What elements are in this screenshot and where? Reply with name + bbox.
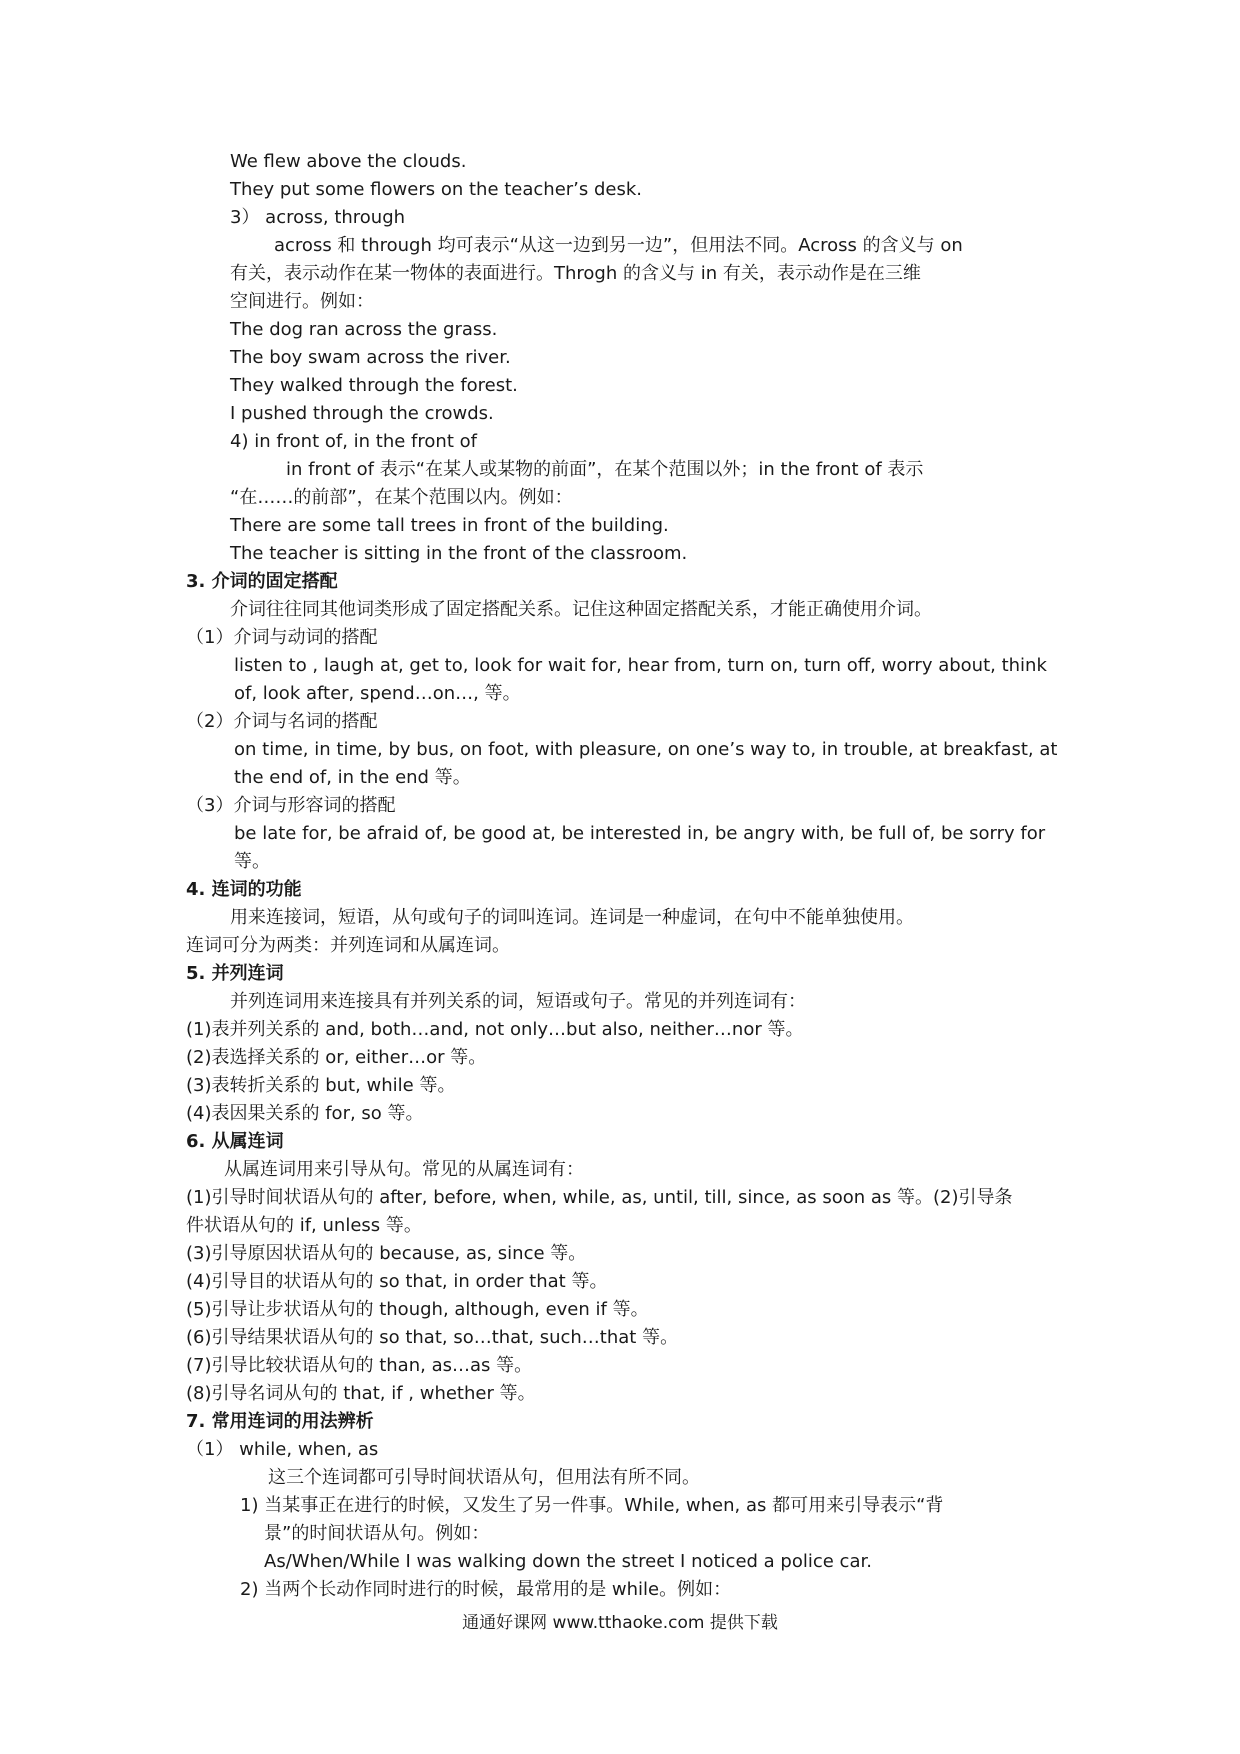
paragraph-line: 这三个连词都可引导时间状语从句，但用法有所不同。 xyxy=(268,1467,700,1488)
subsection-heading: （1）介词与动词的搭配 xyxy=(186,627,378,648)
list-item: (8)引导名词从句的 that, if , whether 等。 xyxy=(186,1383,536,1404)
paragraph-line: 空间进行。例如： xyxy=(230,291,374,312)
paragraph-line: 从属连词用来引导从句。常见的从属连词有： xyxy=(224,1159,584,1180)
list-item: (3)引导原因状语从句的 because, as, since 等。 xyxy=(186,1243,587,1264)
paragraph-line: “在……的前部”，在某个范围以内。例如： xyxy=(230,487,573,508)
example-line: They walked through the forest. xyxy=(230,375,518,396)
example-line: As/When/While I was walking down the street I noticed a police car. xyxy=(264,1551,872,1572)
example-line: The dog ran across the grass. xyxy=(230,319,498,340)
list-item: 件状语从句的 if, unless 等。 xyxy=(186,1215,422,1236)
subsection-heading: （3）介词与形容词的搭配 xyxy=(186,795,396,816)
paragraph-line: 1) 当某事正在进行的时候，又发生了另一件事。While, when, as 都可用来引导表示“背 xyxy=(240,1495,944,1516)
subsection-heading: （1） while, when, as xyxy=(186,1439,379,1460)
example-line: They put some flowers on the teacher’s desk. xyxy=(230,179,643,200)
paragraph-line: 有关，表示动作在某一物体的表面进行。Throgh 的含义与 in 有关，表示动作是在三维 xyxy=(230,263,921,284)
example-line: I pushed through the crowds. xyxy=(230,403,494,424)
list-item: (1)引导时间状语从句的 after, before, when, while, as, until, till, since, as soon as 等。(2)引导条 xyxy=(186,1187,1013,1208)
section-heading: 5. 并列连词 xyxy=(186,963,284,984)
example-line: The boy swam across the river. xyxy=(230,347,511,368)
section-heading: 4. 连词的功能 xyxy=(186,879,302,900)
paragraph-line: 介词往往同其他词类形成了固定搭配关系。记住这种固定搭配关系，才能正确使用介词。 xyxy=(230,599,932,620)
paragraph-line: listen to , laugh at, get to, look for wait for, hear from, turn on, turn off, worry about, think xyxy=(234,655,1047,676)
paragraph-line: 2) 当两个长动作同时进行的时候，最常用的是 while。例如： xyxy=(240,1579,732,1600)
paragraph-line: 用来连接词，短语，从句或句子的词叫连词。连词是一种虚词，在句中不能单独使用。 xyxy=(230,907,914,928)
example-line: The teacher is sitting in the front of the classroom. xyxy=(230,543,688,564)
list-item: (6)引导结果状语从句的 so that, so…that, such…that 等。 xyxy=(186,1327,679,1348)
paragraph-line: be late for, be afraid of, be good at, be interested in, be angry with, be full of, be sorry for xyxy=(234,823,1046,844)
subsection-heading: 4) in front of, in the front of xyxy=(230,431,477,452)
list-item: (2)表选择关系的 or, either…or 等。 xyxy=(186,1047,487,1068)
subsection-heading: 3） across, through xyxy=(230,207,406,228)
list-item: (4)引导目的状语从句的 so that, in order that 等。 xyxy=(186,1271,608,1292)
subsection-heading: （2）介词与名词的搭配 xyxy=(186,711,378,732)
section-heading: 6. 从属连词 xyxy=(186,1131,284,1152)
paragraph-line: 景”的时间状语从句。例如： xyxy=(264,1523,490,1544)
example-line: We flew above the clouds. xyxy=(230,151,467,172)
paragraph-line: on time, in time, by bus, on foot, with pleasure, on one’s way to, in trouble, at breakfast, at xyxy=(234,739,1058,760)
list-item: (4)表因果关系的 for, so 等。 xyxy=(186,1103,424,1124)
paragraph-line: of, look after, spend…on…, 等。 xyxy=(234,683,521,704)
paragraph-line: 等。 xyxy=(234,851,270,872)
section-heading: 7. 常用连词的用法辨析 xyxy=(186,1411,374,1432)
list-item: (1)表并列关系的 and, both…and, not only…but also, neither…nor 等。 xyxy=(186,1019,804,1040)
page-footer: 通通好课网 www.tthaoke.com 提供下载 xyxy=(462,1613,778,1633)
example-line: There are some tall trees in front of the building. xyxy=(230,515,669,536)
paragraph-line: across 和 through 均可表示“从这一边到另一边”，但用法不同。Across 的含义与 on xyxy=(274,235,963,256)
list-item: (3)表转折关系的 but, while 等。 xyxy=(186,1075,456,1096)
list-item: (7)引导比较状语从句的 than, as…as 等。 xyxy=(186,1355,533,1376)
paragraph-line: in front of 表示“在某人或某物的前面”，在某个范围以外；in the front of 表示 xyxy=(286,459,924,480)
paragraph-line: 连词可分为两类：并列连词和从属连词。 xyxy=(186,935,510,956)
paragraph-line: the end of, in the end 等。 xyxy=(234,767,471,788)
section-heading: 3. 介词的固定搭配 xyxy=(186,571,338,592)
list-item: (5)引导让步状语从句的 though, although, even if 等。 xyxy=(186,1299,649,1320)
paragraph-line: 并列连词用来连接具有并列关系的词，短语或句子。常见的并列连词有： xyxy=(230,991,806,1012)
